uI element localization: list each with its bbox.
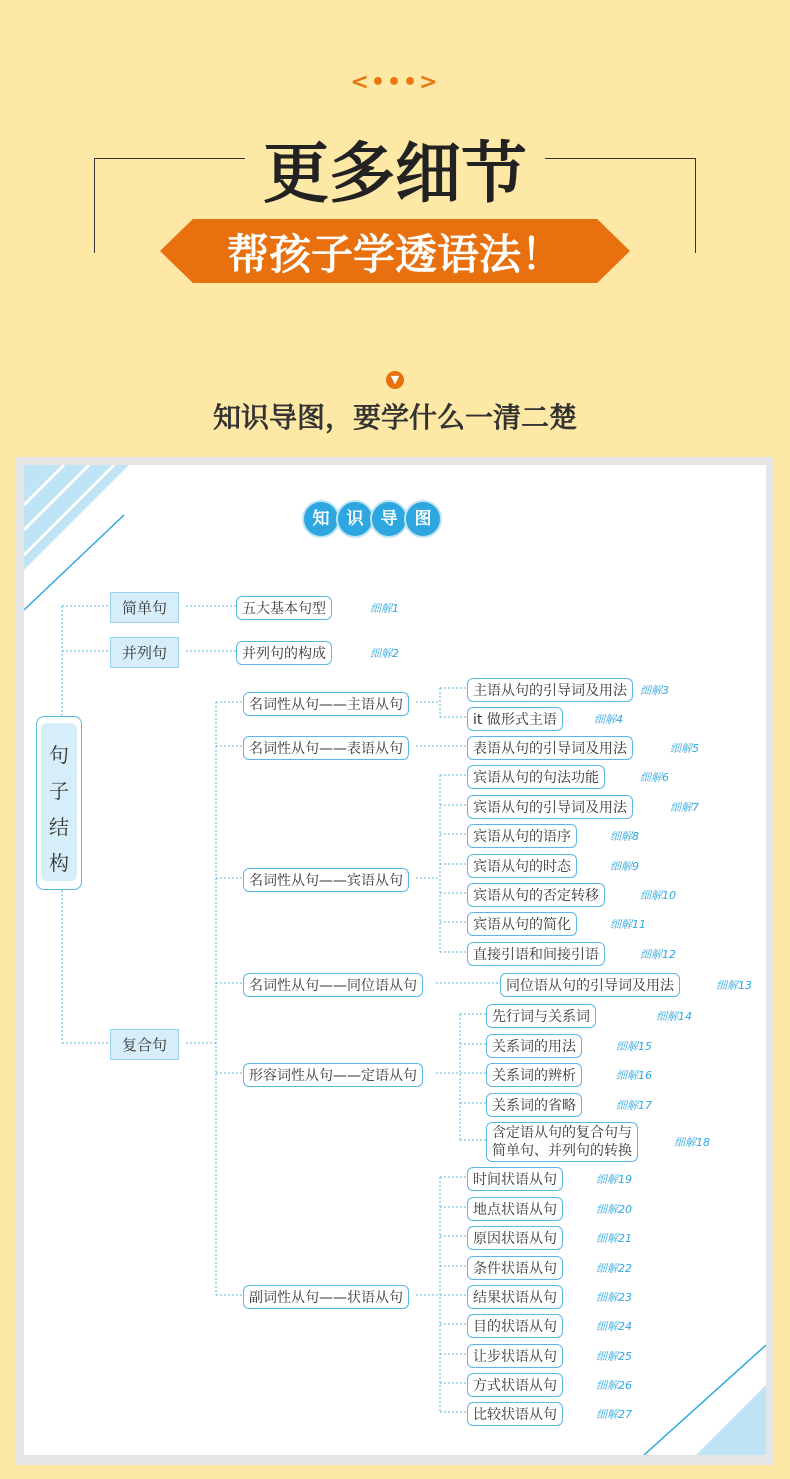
badge-char: 知 (302, 500, 340, 538)
leaf-node: 宾语从句的语序 (467, 824, 577, 848)
leaf-node: it 做形式主语 (467, 707, 563, 731)
note: 细解7 (670, 801, 699, 814)
simple-topic: 五大基本句型 (236, 596, 332, 620)
note: 细解10 (640, 889, 676, 902)
root-char: 结 (49, 815, 69, 839)
note: 细解23 (596, 1291, 632, 1304)
leaf-node: 原因状语从句 (467, 1226, 563, 1250)
note: 细解9 (610, 860, 639, 873)
clause-node: 形容词性从句——定语从句 (243, 1063, 423, 1087)
clause-node: 名词性从句——表语从句 (243, 736, 409, 760)
leaf-node: 地点状语从句 (467, 1197, 563, 1221)
note: 细解27 (596, 1408, 632, 1421)
leaf-node: 结果状语从句 (467, 1285, 563, 1309)
root-char: 子 (49, 779, 69, 803)
clause-node: 名词性从句——同位语从句 (243, 973, 423, 997)
leaf-node: 直接引语和间接引语 (467, 942, 605, 966)
note: 细解2 (370, 647, 399, 660)
leaf-line: 简单句、并列句的转换 (492, 1143, 632, 1159)
note: 细解3 (640, 684, 669, 697)
note: 细解13 (716, 979, 752, 992)
leaf-node: 目的状语从句 (467, 1314, 563, 1338)
clause-node: 名词性从句——主语从句 (243, 692, 409, 716)
page-title-text: 更多细节 (245, 135, 545, 212)
note: 细解19 (596, 1173, 632, 1186)
note: 细解12 (640, 948, 676, 961)
badge-char: 图 (404, 500, 442, 538)
leaf-node (486, 1122, 638, 1162)
note: 细解20 (596, 1203, 632, 1216)
leaf-node: 宾语从句的简化 (467, 912, 577, 936)
leaf-node: 条件状语从句 (467, 1256, 563, 1280)
clause-node: 名词性从句——宾语从句 (243, 868, 409, 892)
note: 细解18 (674, 1136, 710, 1149)
leaf-node: 宾语从句的引导词及用法 (467, 795, 633, 819)
level1-compound: 并列句 (110, 637, 179, 668)
note: 细解8 (610, 830, 639, 843)
note: 细解1 (370, 602, 399, 615)
leaf-node: 让步状语从句 (467, 1344, 563, 1368)
ribbon-text: 帮孩子学透语法！ (226, 230, 563, 279)
leaf-node: 宾语从句的否定转移 (467, 883, 605, 907)
decorative-dots: <•••> (350, 70, 440, 95)
note: 细解14 (656, 1010, 692, 1023)
compound-topic: 并列句的构成 (236, 641, 332, 665)
chevron-down-icon: ▼ (386, 371, 404, 389)
leaf-node: 方式状语从句 (467, 1373, 563, 1397)
leaf-node: 时间状语从句 (467, 1167, 563, 1191)
leaf-node: 比较状语从句 (467, 1402, 563, 1426)
badge-char: 识 (336, 500, 374, 538)
section-subtitle: 知识导图，要学什么一清二楚 (212, 401, 577, 434)
leaf-node: 主语从句的引导词及用法 (467, 678, 633, 702)
leaf-node: 关系词的省略 (486, 1093, 582, 1117)
leaf-node: 关系词的辨析 (486, 1063, 582, 1087)
clause-node: 副词性从句——状语从句 (243, 1285, 409, 1309)
note: 细解16 (616, 1069, 652, 1082)
leaf-node: 宾语从句的句法功能 (467, 765, 605, 789)
badge-char: 导 (370, 500, 408, 538)
leaf-node: 同位语从句的引导词及用法 (500, 973, 680, 997)
note: 细解25 (596, 1350, 632, 1363)
note: 细解24 (596, 1320, 632, 1333)
level1-complex: 复合句 (110, 1029, 179, 1060)
leaf-node: 宾语从句的时态 (467, 854, 577, 878)
level1-simple: 简单句 (110, 592, 179, 623)
root-char: 构 (49, 851, 69, 875)
root-char: 句 (49, 743, 69, 767)
note: 细解5 (670, 742, 699, 755)
note: 细解17 (616, 1099, 652, 1112)
root-node (36, 716, 82, 890)
note: 细解22 (596, 1262, 632, 1275)
note: 细解21 (596, 1232, 632, 1245)
leaf-node: 关系词的用法 (486, 1034, 582, 1058)
leaf-node: 表语从句的引导词及用法 (467, 736, 633, 760)
note: 细解4 (594, 713, 623, 726)
note: 细解11 (610, 918, 646, 931)
leaf-line: 含定语从句的复合句与 (492, 1125, 632, 1141)
note: 细解6 (640, 771, 669, 784)
leaf-node: 先行词与关系词 (486, 1004, 596, 1028)
note: 细解26 (596, 1379, 632, 1392)
note: 细解15 (616, 1040, 652, 1053)
